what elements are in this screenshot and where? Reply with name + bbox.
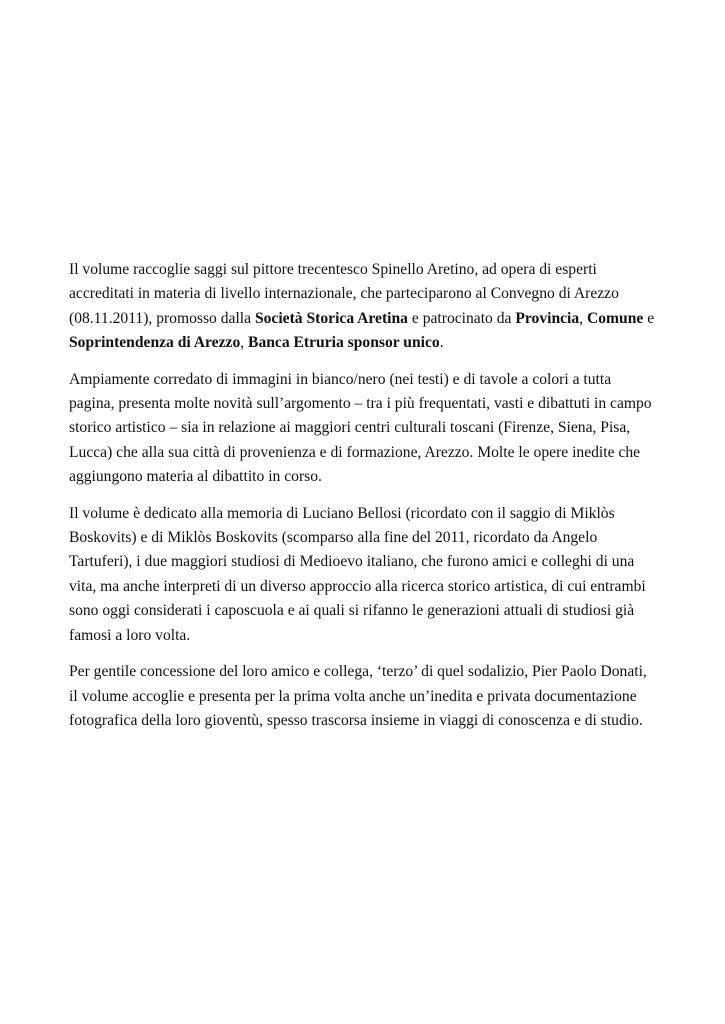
intro-comune: Comune (586, 309, 644, 327)
intro-text-3: , (579, 309, 587, 327)
intro-text-4: e (643, 309, 655, 327)
body-text (69, 258, 659, 745)
paragraph-contents: Ampiamente corredato di immagini in bianco/nero (nei testi) e di tavole a colori a tutta pagina, presenta molte novità sull’argomento – tra i più frequentati, vasti e dibattuti in campo storico artistico – sia in relazione ai maggiori centri culturali toscani (Firenze, Siena, Pisa, Lucca) che alla sua città di provenienza e di formazione, Arezzo. Molte le opere inedite che aggiungono materia al dibattito in corso. (69, 370, 652, 486)
intro-text-1: Il volume raccoglie saggi sul pittore trecentesco Spinello Aretino, ad opera di esperti accreditati in materia di livello internazionale, che parteciparono al Convegno di Arezzo (08.11.2011), promosso dalla (69, 261, 619, 327)
intro-text-5: , (240, 334, 249, 352)
intro-text-2: e patrocinato da (407, 309, 516, 327)
intro-sponsor: Banca Etruria sponsor unico (248, 334, 440, 352)
intro-province: Provincia (515, 309, 580, 327)
intro-soprintendenza: Soprintendenza di Arezzo (69, 334, 241, 352)
intro-society-name: Società Storica Aretina (254, 309, 408, 327)
paragraph-dedication: Il volume è dedicato alla memoria di Luciano Bellosi (ricordato con il saggio di Miklòs Boskovits) e di Miklòs Boskovits (scomparso alla fine del 2011, ricordato da Angelo Tartuferi), i due maggiori studiosi di Medioevo italiano, che furono amici e colleghi di una vita, ma anche interpreti di un diverso approccio alla ricerca storico artistica, di cui entrambi sono oggi considerati i caposcuola e ai quali si rifanno le generazioni attuali di studiosi già famosi a loro volta. (69, 504, 646, 644)
paragraph-intro (69, 258, 659, 356)
intro-text-6: . (439, 334, 444, 352)
paragraph-photographs: Per gentile concessione del loro amico e collega, ‘terzo’ di quel sodalizio, Pier Paolo Donati, il volume accoglie e presenta per la prima volta anche un’inedita e privata documentazione fotografica della loro gioventù, spesso trascorsa insieme in viaggi di conoscenza e di studio. (69, 663, 647, 729)
